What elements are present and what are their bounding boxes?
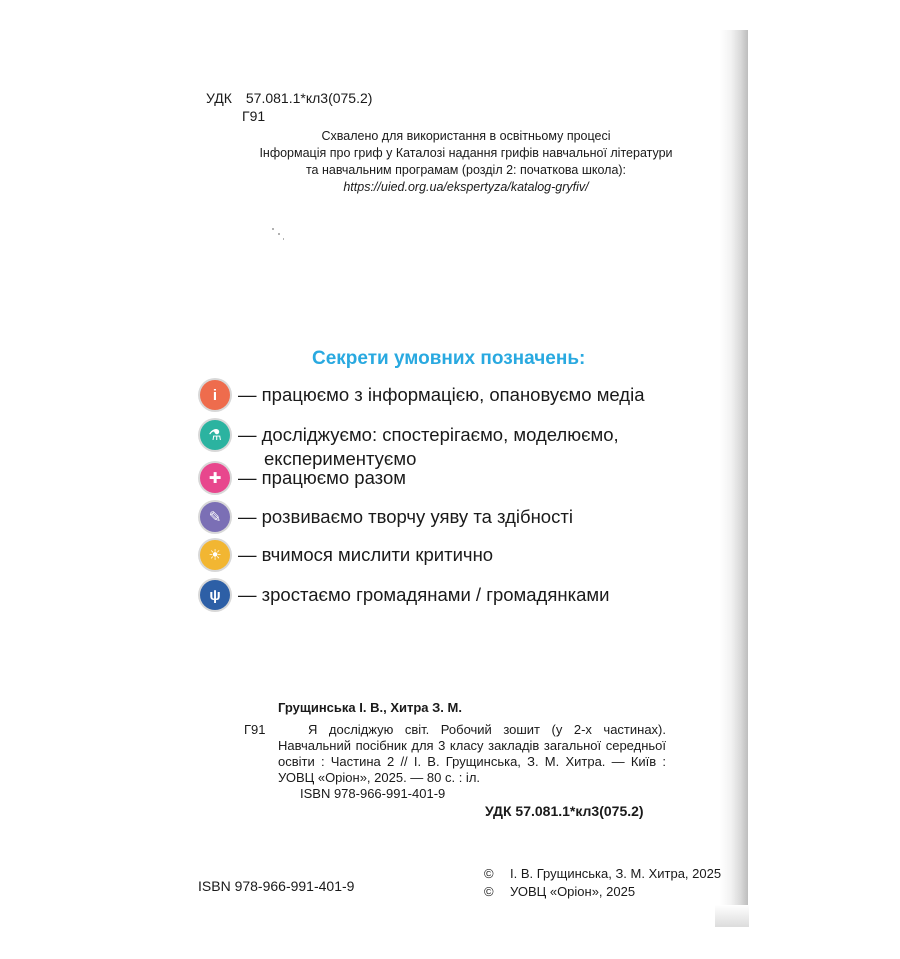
legend-item-text: — вчимося мислити критично xyxy=(238,544,494,565)
flask-icon: ⚗ xyxy=(200,420,230,450)
legend-item-text: — розвиваємо творчу уяву та здібності xyxy=(238,506,573,527)
lightbulb-icon: ☀ xyxy=(200,540,230,570)
catalog-code: Г91 xyxy=(242,108,266,124)
approval-line-1: Схвалено для використання в освітньому процесі xyxy=(321,129,611,143)
page-edge-shadow xyxy=(720,30,748,925)
legend-item-text-line-2: експериментуємо xyxy=(264,448,417,469)
puzzle-icon: ✚ xyxy=(200,463,230,493)
biblio-description xyxy=(278,722,666,786)
legend-item-citizenship xyxy=(200,580,609,610)
biblio-authors: Грущинська І. В., Хитра З. М. xyxy=(278,700,462,715)
legend-item-text: — працюємо разом xyxy=(238,467,406,488)
biblio-catalog-code: Г91 xyxy=(244,722,266,737)
scan-speck xyxy=(283,238,284,240)
copyright-authors-text: І. В. Грущинська, З. М. Хитра, 2025 xyxy=(510,866,722,881)
legend-item-text-line-1: — досліджуємо: спостерігаємо, моделюємо, xyxy=(238,424,619,445)
udk-code: 57.081.1*кл3(075.2) xyxy=(245,90,373,106)
copyright-authors xyxy=(484,866,721,881)
copyright-symbol: © xyxy=(484,884,494,899)
udk-label: УДК xyxy=(206,90,232,106)
biblio-udk: УДК 57.081.1*кл3(075.2) xyxy=(485,803,644,819)
approval-url[interactable]: https://uied.org.ua/ekspertyza/katalog-gryfiv/ xyxy=(343,180,589,194)
biblio-description-text: Я досліджую світ. Робочий зошит (у 2-х частинах). Навчальний посібник для 3 класу закладів загальної середньої освіти : Частина 2 // І. В. Грущинська, З. М. Хитра. — Київ : УОВЦ «Оріон», 2025. — 80 с. : іл. xyxy=(278,722,666,785)
legend-title: Секрети умовних позначень: xyxy=(312,348,586,369)
legend-item-text: — зростаємо громадянами / громадянками xyxy=(238,584,610,605)
approval-line-2: Інформація про гриф у Каталозі надання грифів навчальної літератури xyxy=(259,146,673,160)
legend-item-info xyxy=(200,380,645,410)
footer-isbn: ISBN 978-966-991-401-9 xyxy=(198,878,355,894)
page-corner-shadow xyxy=(715,905,749,927)
copyright-publisher xyxy=(484,884,635,899)
scan-speck xyxy=(272,228,274,230)
legend-item-critical-thinking xyxy=(200,540,493,570)
legend-item-creativity xyxy=(200,502,573,532)
biblio-isbn: ISBN 978-966-991-401-9 xyxy=(300,786,446,801)
approval-notice xyxy=(250,128,682,196)
info-icon: i xyxy=(200,380,230,410)
legend-item-teamwork xyxy=(200,463,406,493)
udk-line xyxy=(206,90,372,106)
trident-icon: ψ xyxy=(200,580,230,610)
palette-icon: ✎ xyxy=(200,502,230,532)
copyright-symbol: © xyxy=(484,866,494,881)
legend-item-text: — працюємо з інформацією, опановуємо медіа xyxy=(238,384,645,405)
approval-line-3: та навчальним програмам (розділ 2: початкова школа): xyxy=(305,163,627,177)
copyright-publisher-text: УОВЦ «Оріон», 2025 xyxy=(510,884,636,899)
scan-speck xyxy=(278,233,280,235)
